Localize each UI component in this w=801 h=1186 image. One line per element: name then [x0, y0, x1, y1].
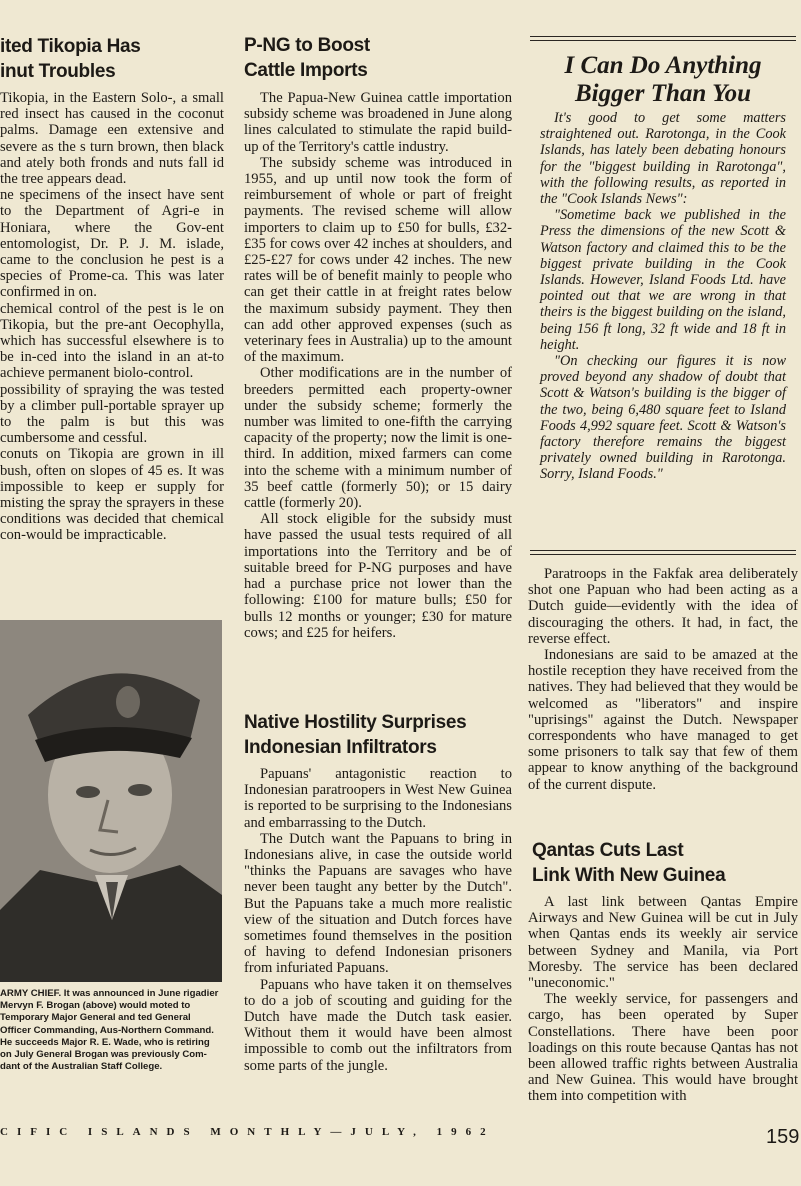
- box-rule-top: [530, 36, 796, 37]
- hostility-headline-line2: Indonesian Infiltrators: [244, 737, 437, 758]
- tikopia-headline: [0, 34, 228, 84]
- box-rule-top-inner: [530, 40, 796, 41]
- cattle-paragraph: All stock eligible for the subsidy must have passed the usual tests required of all importations into the Territory and be of suitable breed for P-NG purposes and have had a purchase price not lower than the following: £100 for mature bulls; £50 for bulls 12 months or younger; £30 for mature cows; and £25 for heifers.: [244, 511, 512, 641]
- qantas-headline-line1: Qantas Cuts Last: [532, 840, 684, 861]
- box-paragraph: "On checking our figures it is now proved beyond any shadow of doubt that Scott & Watson's building is the bigger of the two, being 6,480 square feet to Island Foods 4,992 square feet. Scott & Watson's factory therefore remains the biggest privately owned building in Rarotonga. Sorry, Island Foods.": [540, 353, 786, 483]
- qantas-paragraph: The weekly service, for passengers and cargo, has been operated by Super Constellations. There have been poor loadings on this route because Qantas has not been allowed traffic rights between Australia and New Guinea. This would have brought them into competition with: [528, 991, 798, 1105]
- hostility-headline-line1: Native Hostility Surprises: [244, 712, 467, 733]
- box-headline-line1: I Can Do Anything: [564, 52, 762, 79]
- tikopia-paragraph: conuts on Tikopia are grown in ill bush, often on slopes of 45 es. It was impossible to keep er supply for misting the spray the sprayers in these conditions was decided that chemical con-would be impracticable.: [0, 446, 224, 544]
- hostility-paragraph: The Dutch want the Papuans to bring in Indonesians alive, in case the outside world "thinks the Papuans are savages who have never been taught any better by the Dutch". But the Papuans take a much more realistic view of the situation and Dutch forces have sometimes found themselves in the position of having to defend Indonesian prisoners from infuriated Papuans.: [244, 830, 512, 977]
- qantas-headline-line2: Link With New Guinea: [532, 865, 726, 886]
- tikopia-article-body: [0, 90, 224, 544]
- hostility-paragraph: Papuans' antagonistic reaction to Indonesian paratroopers in West New Guinea is reported to be surprising to the Indonesians and embarrassing to the Dutch.: [244, 766, 512, 831]
- tikopia-paragraph: possibility of spraying the was tested by a climber pull-portable sprayer up to the palm is but this was cumbersome and cessful.: [0, 381, 224, 447]
- hostility-continuation: [528, 566, 798, 793]
- cattle-headline-line1: P-NG to Boost: [244, 35, 370, 56]
- cattle-headline-line2: Cattle Imports: [244, 60, 368, 81]
- army-chief-portrait-photo: [0, 620, 222, 982]
- continuation-paragraph: Indonesians are said to be amazed at the hostile reception they have received from the natives. They had believed that they would be welcomed as "liberators" and inspire "uprisings" against the Dutch. Newspaper correspondents who have managed to get some prisoners to talk say that few of them appear to know anything of the background of the current dispute.: [528, 647, 798, 793]
- qantas-headline: [532, 838, 798, 888]
- cattle-paragraph: The Papua-New Guinea cattle importation subsidy scheme was broadened in June along lines calculated to stimulate the rapid build-up of the Territory's cattle industry.: [244, 90, 512, 155]
- cattle-paragraph: The subsidy scheme was introduced in 1955, and up until now took the form of reimbursement of whole or part of freight payments. The revised scheme will allow importers to claim up to £50 for bulls, £32-£35 for cows over 42 inches at shoulders, and £25-£27 for cows under 42 inches. The new rates will be of benefit mainly to people who can get their cattle in at freight rates below the maximum subsidy payment. They then can add other approved expenses (such as veterinary fees in Australia) up to the amount of the maximum.: [244, 154, 512, 366]
- portrait-illustration: [0, 620, 222, 982]
- photo-caption: ARMY CHIEF. It was announced in June rigadier Mervyn F. Brogan (above) would moted to Temporary Major General and ted General Officer Commanding, Aus-Northern Command. He succeeds Major R. E. Wade, who is retiring on July General Brogan was previously Com-dant of the Australian Staff College.: [0, 988, 219, 1073]
- box-paragraph: "Sometime back we published in the Press the dimensions of the new Scott & Watson factory and claimed this to be the biggest private building in the Cook Islands. However, Island Foods Ltd. have pointed out that we are wrong in that theirs is the biggest building on the island, being 156 ft long, 32 ft wide and 18 ft in height.: [540, 207, 786, 353]
- qantas-paragraph: A last link between Qantas Empire Airways and New Guinea will be cut in July when Qantas ends its weekly air service between Sydney and Manila, via Port Moresby. The service has been declared "uneconomic.": [528, 894, 798, 992]
- box-headline: [530, 52, 796, 108]
- box-rule-bottom: [530, 550, 796, 551]
- qantas-article-body: [528, 894, 798, 1105]
- page-number: 159: [766, 1126, 800, 1148]
- tikopia-headline-line2: inut Troubles: [0, 61, 116, 82]
- tikopia-paragraph: Tikopia, in the Eastern Solo-, a small red insect has caused in the coconut palms. Damage een extensive and severe as the s turn brown, then black and ately both fronds and nuts fall id the tree appears dead.: [0, 90, 224, 188]
- hostility-headline: [244, 710, 512, 760]
- running-footer: CIFIC ISLANDS MONTHLY—JULY, 1962: [0, 1126, 495, 1138]
- box-headline-line2: Bigger Than You: [575, 80, 751, 107]
- hostility-article-body: [244, 766, 512, 1074]
- box-story-body: [540, 110, 786, 483]
- hostility-paragraph: Papuans who have taken it on themselves to do a job of scouting and guiding for the Dutch have made the Dutch task easier. Without them it would have been almost impossible to comb out the infiltrators from some parts of the jungle.: [244, 976, 512, 1074]
- box-rule-bottom-inner: [530, 554, 796, 555]
- tikopia-paragraph: chemical control of the pest is le on Tikopia, but the pre-ant Oecophylla, which has successful elsewhere is to be in-ced into the island in an at-to achieve permanent biolo-control.: [0, 300, 224, 382]
- cattle-headline: [244, 33, 512, 83]
- tikopia-paragraph: ne specimens of the insect have sent to the Department of Agri-e in Honiara, where the Gov-ent entomologist, Dr. P. J. M. islade, came to the conclusion he pest is a species of Prome-ca. This was later confirmed in on.: [0, 187, 224, 301]
- cattle-article-body: [244, 90, 512, 641]
- cattle-paragraph: Other modifications are in the number of breeders permitted each property-owner under the subsidy scheme; formerly the number was limited to one-fifth the carrying capacity of the property; now the limit is one-third. In addition, mixed farmers can come into the scheme with a minimum number of 35 beef cattle (formerly 50); or 15 dairy cattle (formerly 20).: [244, 365, 512, 512]
- continuation-paragraph: Paratroops in the Fakfak area deliberately shot one Papuan who had been acting as a Dutch guide—evidently with the idea of discouraging the others. It had, in fact, the reverse effect.: [528, 566, 798, 647]
- tikopia-headline-line1: ited Tikopia Has: [0, 36, 141, 57]
- box-paragraph: It's good to get some matters straightened out. Rarotonga, in the Cook Islands, has lately been debating honours for the "biggest building in Rarotonga", with the following results, as reported in the "Cook Islands News":: [540, 110, 786, 208]
